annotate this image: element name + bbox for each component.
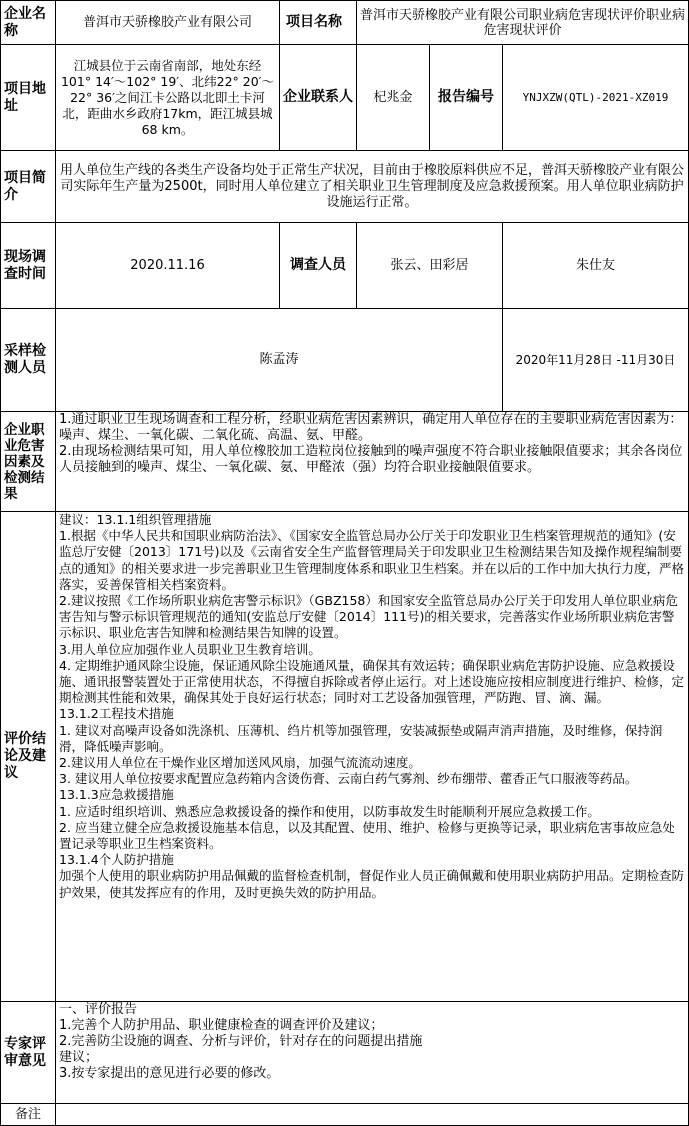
expert-paragraph: 1.完善个人防护用品、职业健康检查的调查评价及建议；: [59, 1018, 384, 1033]
value-company-name: 普洱市天骄橡胶产业有限公司: [56, 1, 280, 45]
value-sampling-time: 2020年11月28日 -11月30日: [503, 309, 689, 412]
conclusion-paragraph: 3.用人单位应加强作业人员职业卫生教育培训。: [59, 641, 321, 657]
value-sampling-staff: 陈孟涛: [56, 309, 503, 412]
conclusion-paragraph: 1. 应适时组织培训、熟悉应急救援设备的操作和使用，以防事故发生时能顺利开展应急救援工作。: [59, 803, 600, 819]
value-company-contact: 杞兆金: [357, 45, 430, 151]
label-expert: 专家评审意见: [1, 1002, 56, 1104]
conclusion-paragraph: 13.1.2工程技术措施: [59, 706, 174, 722]
conclusion-paragraph: 2. 应当建立健全应急救援设施基本信息，以及其配置、使用、维护、检修与更换等记录，职业病危害事故应急处置记录等职业卫生档案资料。: [59, 819, 675, 852]
label-sampling-staff: 采样检测人员: [1, 309, 56, 412]
label-survey-staff: 调查人员: [280, 223, 357, 309]
conclusion-paragraph: 加强个人使用的职业病防护用品佩戴的监督检查机制，督促作业人员正确佩戴和使用职业病防护用品。定期检查防护效果，使其发挥应有的作用，及时更换失效的防护用品。: [59, 868, 685, 900]
conclusion-paragraph: 1.根据《中华人民共和国职业病防治法》、《国家安全监管总局办公厅关于印发职业卫生档案管理规范的通知》(安监总厅安健〔2013〕171号)以及《云南省安全生产监督管理局关于印发职业卫生检测结果告知及操作规程编制要点的通知》的相关要求进一步完善职业卫生管理制度体系和职业卫生档案。并在以后的工作中加大执行力度，严格落实，妥善保管相关档案资料。: [59, 528, 685, 592]
conclusion-paragraph: 1. 建议对高噪声设备如洗涤机、压薄机、绉片机等加强管理，安装减振垫或隔声消声措施，及时维修，保持润滑，降低噪声影响。: [59, 722, 663, 754]
conclusion-paragraph: 2.建议按照《工作场所职业病危害警示标识》（GBZ158）和国家安全监管总局办公厅关于印发用人单位职业病危害告知与警示标识管理规范的通知(安监总厅安健〔2014〕111号)的相关要求，完善落实作业场所职业病危害警示标识、职业危害告知牌和检测结果告知牌的设置。: [59, 593, 678, 641]
expert-paragraph: 3.按专家提出的意见进行必要的修改。: [59, 1066, 280, 1081]
conclusion-paragraph: 4. 定期维护通风除尘设施，保证通风除尘设施通风量，确保其有效运转；确保职业病危害防护设施、应急救援设施、通讯报警装置处于正常使用状态，不得擅自拆除或者停止运行。对上述设施应按相应制度进行维护、检修，定期检测其性能和效果，确保其处于良好运行状态；同时对工艺设备加强管理，严防跑、冒、滴、漏。: [59, 657, 685, 706]
value-remarks: [56, 1104, 689, 1126]
label-hazards: 企业职业危害因素及检测结果: [1, 412, 56, 512]
value-survey-staff: 张云、田彩居: [357, 223, 503, 309]
value-project-address: 江城县位于云南省南部，地处东经101° 14′～102° 19′、北纬22° 20′～22° 36′之间江卡公路以北即土卡河北，距曲水乡政府17km，距江城县城 68 km。: [56, 45, 280, 151]
label-survey-time: 现场调查时间: [1, 223, 56, 309]
value-company-escort: 朱仕友: [503, 223, 689, 309]
value-hazards: [56, 412, 689, 512]
expert-paragraph: 建议；: [59, 1050, 99, 1065]
expert-paragraph: 2.完善防尘设施的调查、分析与评价，针对存在的问题提出措施: [59, 1034, 423, 1049]
hazards-paragraph: 1.通过职业卫生现场调查和工程分析，经职业病危害因素辨识，确定用人单位存在的主要职业病危害因素为：噪声、煤尘、一氧化碳、二氧化硫、高温、氨、甲醛。: [59, 412, 683, 443]
value-survey-time: 2020.11.16: [56, 223, 280, 309]
label-remarks: 备注: [1, 1104, 56, 1126]
value-report-no: YNJXZW(QTL)-2021-XZ019: [503, 45, 689, 151]
label-project-address: 项目地址: [1, 45, 56, 151]
label-project-intro: 项目简介: [1, 151, 56, 223]
conclusion-paragraph: 2.建议用人单位在干燥作业区增加送风风扇，加强气流流动速度。: [59, 755, 421, 771]
expert-paragraph: 一、评价报告: [59, 1002, 138, 1017]
label-report-no: 报告编号: [430, 45, 503, 151]
label-project-name: 项目名称: [280, 1, 357, 45]
label-conclusion: 评价结论及建议: [1, 512, 56, 1002]
value-conclusion: [56, 512, 689, 1002]
value-expert: [56, 1002, 689, 1104]
value-project-intro: 用人单位生产线的各类生产设备均处于正常生产状况，目前由于橡胶原料供应不足，普洱天骄橡胶产业有限公司实际年生产量为2500t，同时用人单位建立了相关职业卫生管理制度及应急救援预案。用人单位职业病防护设施运行正常。: [56, 151, 689, 223]
label-company-contact: 企业联系人: [280, 45, 357, 151]
conclusion-paragraph: 建议：13.1.1组织管理措施: [59, 512, 212, 527]
value-project-name: 普洱市天骄橡胶产业有限公司职业病危害现状评价职业病危害现状评价: [357, 1, 689, 45]
label-company-name: 企业名称: [1, 1, 56, 45]
conclusion-paragraph: 3. 建议用人单位按要求配置应急药箱内含烫伤膏、云南白药气雾剂、纱布绷带、藿香正气口服液等药品。: [59, 771, 638, 787]
conclusion-paragraph: 13.1.3应急救援措施: [59, 787, 174, 803]
conclusion-paragraph: 13.1.4个人防护措施: [59, 852, 174, 868]
hazards-paragraph: 2.由现场检测结果可知，用人单位橡胶加工造粒岗位接触到的噪声强度不符合职业接触限值要求；其余各岗位人员接触到的噪声、煤尘、一氧化碳、氨、甲醛浓（强）均符合职业接触限值要求。: [59, 444, 683, 475]
